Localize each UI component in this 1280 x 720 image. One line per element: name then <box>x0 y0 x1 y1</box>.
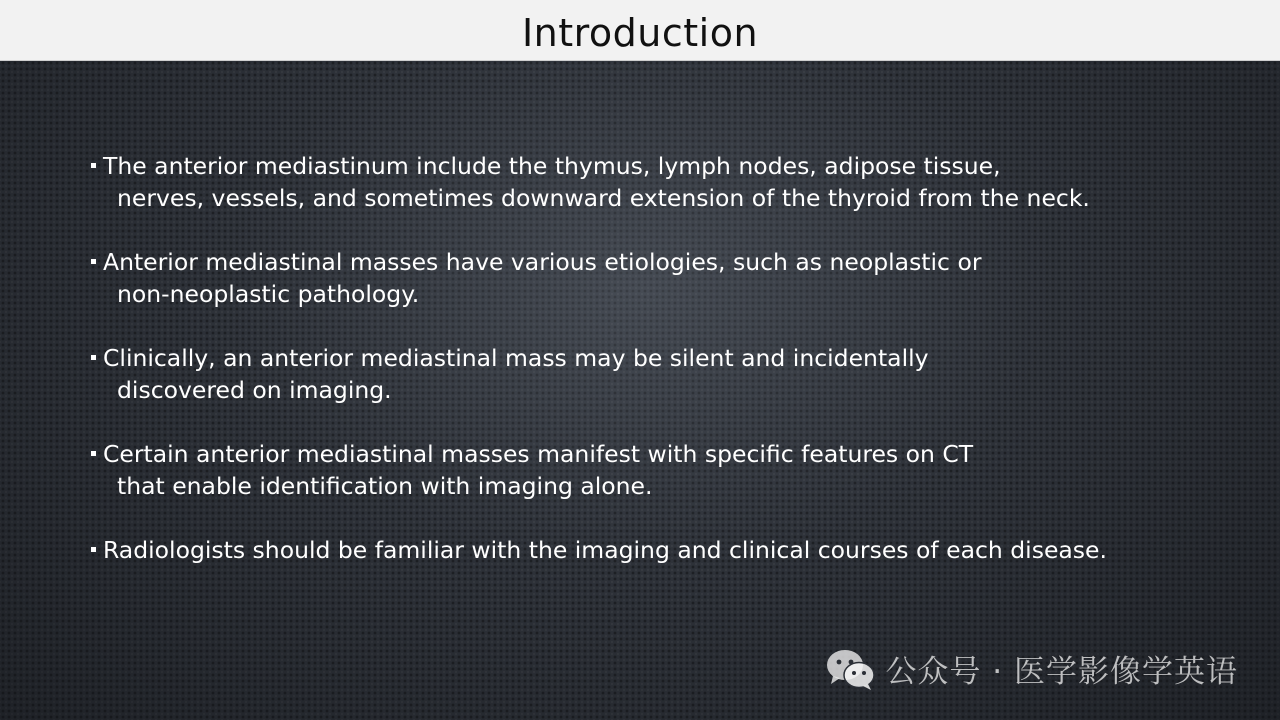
bullet-item <box>88 534 1208 566</box>
watermark-text: 公众号 · 医学影像学英语 <box>885 654 1238 690</box>
square-bullet-icon <box>91 355 96 360</box>
bullet-list <box>88 150 1208 598</box>
bullet-line: Clinically, an anterior mediastinal mass may be silent and incidentally <box>103 344 929 372</box>
bullet-line: The anterior mediastinum include the thymus, lymph nodes, adipose tissue, <box>103 152 1001 180</box>
bullet-item <box>88 246 1208 310</box>
square-bullet-icon <box>91 259 96 264</box>
bullet-item <box>88 342 1208 406</box>
square-bullet-icon <box>91 547 96 552</box>
bullet-item <box>88 150 1208 214</box>
bullet-line: Certain anterior mediastinal masses manifest with specific features on CT <box>103 440 974 468</box>
watermark <box>825 646 1238 691</box>
slide-title: Introduction <box>521 11 759 55</box>
bullet-line: nerves, vessels, and sometimes downward extension of the thyroid from the neck. <box>117 184 1090 212</box>
bullet-line: discovered on imaging. <box>117 376 392 404</box>
bullet-line: non-neoplastic pathology. <box>117 280 420 308</box>
wechat-icon <box>825 647 877 691</box>
square-bullet-icon <box>91 451 96 456</box>
title-bar <box>0 0 1280 61</box>
bullet-item <box>88 438 1208 502</box>
square-bullet-icon <box>91 163 96 168</box>
bullet-line: Anterior mediastinal masses have various etiologies, such as neoplastic or <box>103 248 982 276</box>
bullet-line: that enable identification with imaging alone. <box>117 472 653 500</box>
bullet-line: Radiologists should be familiar with the imaging and clinical courses of each disease. <box>103 536 1107 564</box>
